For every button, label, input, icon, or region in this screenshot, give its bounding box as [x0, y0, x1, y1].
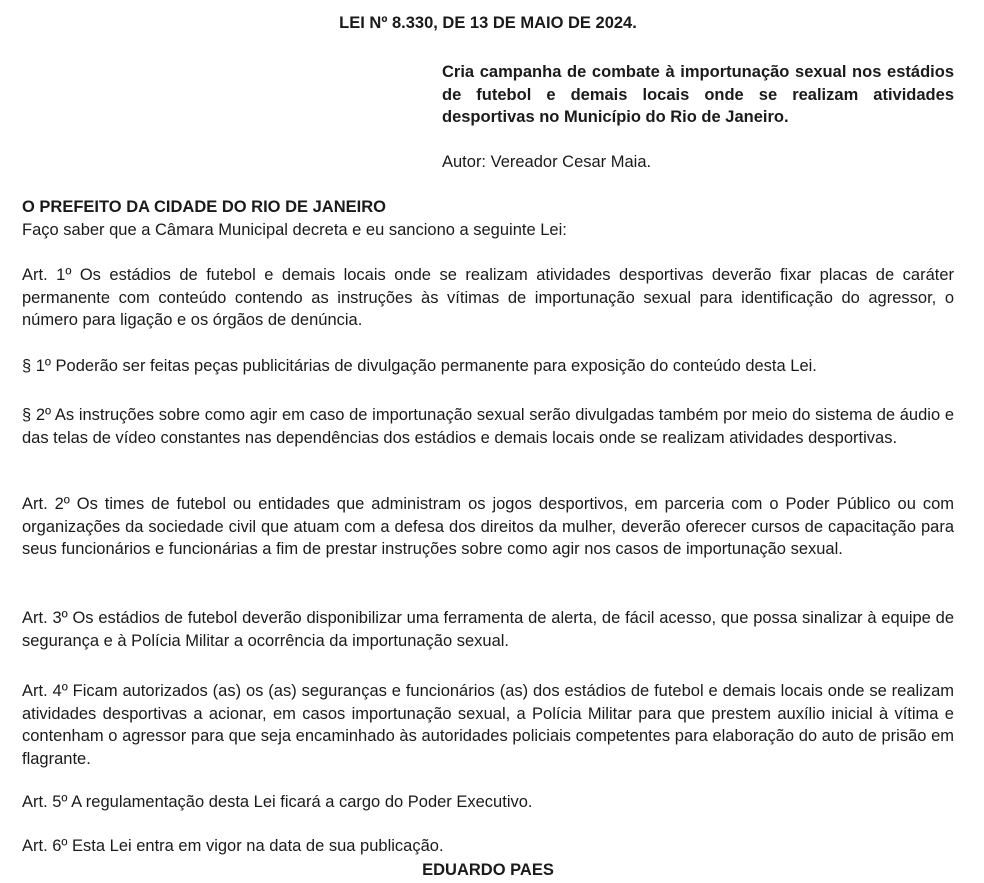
article-5: Art. 5º A regulamentação desta Lei ficará a cargo do Poder Executivo. [22, 793, 533, 811]
mayor-signature: EDUARDO PAES [422, 861, 554, 879]
article-1: Art. 1º Os estádios de futebol e demais locais onde se realizam atividades desportivas deverão fixar placas de caráter permanente com conteúdo contendo as instruções às vítimas de importunação sexual para identificação do agressor, o número para ligação e os órgãos de denúncia. [22, 266, 954, 329]
article-6: Art. 6º Esta Lei entra em vigor na data de sua publicação. [22, 837, 444, 855]
law-ementa: Cria campanha de combate à importunação sexual nos estádios de futebol e demais locais onde se realizam atividades desportivas no Município do Rio de Janeiro. [442, 63, 954, 126]
law-author: Autor: Vereador Cesar Maia. [442, 153, 652, 171]
article-2: Art. 2º Os times de futebol ou entidades que administram os jogos desportivos, em parceria com o Poder Público ou com organizações da sociedade civil que atuam com a defesa dos direitos da mulher, deverão oferecer cursos de capacitação para seus funcionários e funcionárias a fim de prestar instruções sobre como agir nos casos de importunação sexual. [22, 495, 954, 558]
law-title: LEI Nº 8.330, DE 13 DE MAIO DE 2024. [339, 14, 637, 32]
article-1-paragraph-2: § 2º As instruções sobre como agir em caso de importunação sexual serão divulgadas também por meio do sistema de áudio e das telas de vídeo constantes nas dependências dos estádios e demais locais onde se realizam atividades desportivas. [22, 406, 954, 447]
article-4: Art. 4º Ficam autorizados (as) os (as) seguranças e funcionários (as) dos estádios de futebol e demais locais onde se realizam atividades desportivas a acionar, em casos importunação sexual, a Polícia Militar para que prestem auxílio inicial à vítima e contenham o agressor para que seja encaminhado às autoridades policiais competentes para elaboração do auto de prisão em flagrante. [22, 682, 954, 768]
article-3: Art. 3º Os estádios de futebol deverão disponibilizar uma ferramenta de alerta, de fácil acesso, que possa sinalizar à equipe de segurança e à Polícia Militar a ocorrência da importunação sexual. [22, 609, 954, 650]
law-document [22, 0, 954, 883]
article-1-paragraph-1: § 1º Poderão ser feitas peças publicitárias de divulgação permanente para exposição do conteúdo desta Lei. [22, 357, 817, 375]
enactment-clause: Faço saber que a Câmara Municipal decreta e eu sanciono a seguinte Lei: [22, 221, 567, 239]
mayor-heading: O PREFEITO DA CIDADE DO RIO DE JANEIRO [22, 198, 386, 216]
